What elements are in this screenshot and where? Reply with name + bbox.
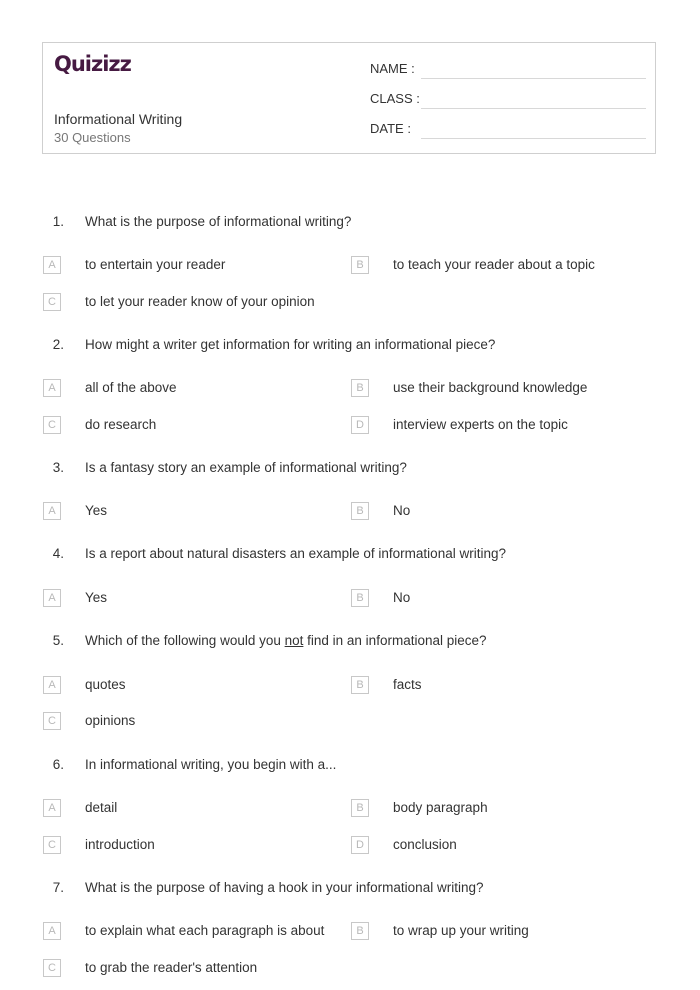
option-letter-box[interactable]: B: [351, 676, 369, 694]
option-letter-box[interactable]: B: [351, 922, 369, 940]
option-text: Yes: [85, 503, 108, 518]
question-text-start: Which of the following would you: [85, 633, 285, 648]
worksheet-header: [42, 42, 656, 154]
name-label: NAME :: [370, 61, 415, 76]
option-letter-box[interactable]: B: [351, 589, 369, 607]
option-letter-box[interactable]: C: [43, 836, 61, 854]
option-text: No: [393, 503, 411, 518]
option-text: to teach your reader about a topic: [393, 257, 595, 272]
question-text: [85, 633, 665, 648]
question-text: What is the purpose of having a hook in your informational writing?: [85, 880, 484, 895]
class-field-line[interactable]: [421, 108, 646, 109]
option-letter-box[interactable]: D: [351, 836, 369, 854]
option-letter-box[interactable]: B: [351, 379, 369, 397]
option-letter-box[interactable]: B: [351, 256, 369, 274]
option-text: detail: [85, 800, 118, 815]
option-letter-box[interactable]: A: [43, 502, 61, 520]
question-count: 30 Questions: [54, 130, 131, 145]
question-text: Is a report about natural disasters an example of informational writing?: [85, 546, 506, 561]
option-letter-box[interactable]: A: [43, 922, 61, 940]
option-text: quotes: [85, 677, 126, 692]
option-text: to let your reader know of your opinion: [85, 294, 315, 309]
date-label: DATE :: [370, 121, 411, 136]
option-text: do research: [85, 417, 157, 432]
option-letter-box[interactable]: C: [43, 959, 61, 977]
option-letter-box[interactable]: D: [351, 416, 369, 434]
option-letter-box[interactable]: A: [43, 256, 61, 274]
question-number: 1.: [52, 214, 64, 229]
option-text: introduction: [85, 837, 155, 852]
question-text-end: find in an informational piece?: [303, 633, 487, 648]
option-letter-box[interactable]: A: [43, 589, 61, 607]
quizizz-logo: Quizizz: [54, 52, 131, 76]
question-number: 6.: [52, 757, 64, 772]
question-number: 5.: [52, 633, 64, 648]
question-number: 4.: [52, 546, 64, 561]
question-text-emphasis: not: [284, 633, 304, 648]
question-number: 3.: [52, 460, 64, 475]
option-letter-box[interactable]: C: [43, 293, 61, 311]
option-text: use their background knowledge: [393, 380, 588, 395]
option-letter-box[interactable]: A: [43, 379, 61, 397]
option-letter-box[interactable]: C: [43, 416, 61, 434]
date-field-line[interactable]: [421, 138, 646, 139]
name-field-line[interactable]: [421, 78, 646, 79]
option-text: No: [393, 590, 411, 605]
option-text: opinions: [85, 713, 136, 728]
question-text: How might a writer get information for writing an informational piece?: [85, 337, 496, 352]
question-number: 2.: [52, 337, 64, 352]
question-number: 7.: [52, 880, 64, 895]
worksheet-title: Informational Writing: [54, 111, 183, 127]
option-text: facts: [393, 677, 422, 692]
option-letter-box[interactable]: B: [351, 502, 369, 520]
option-text: to wrap up your writing: [393, 923, 529, 938]
option-text: conclusion: [393, 837, 457, 852]
class-label: CLASS :: [370, 91, 420, 106]
option-text: to entertain your reader: [85, 257, 226, 272]
option-letter-box[interactable]: C: [43, 712, 61, 730]
question-text: Is a fantasy story an example of informational writing?: [85, 460, 407, 475]
option-text: all of the above: [85, 380, 177, 395]
option-text: interview experts on the topic: [393, 417, 568, 432]
option-letter-box[interactable]: B: [351, 799, 369, 817]
option-text: Yes: [85, 590, 108, 605]
option-letter-box[interactable]: A: [43, 799, 61, 817]
option-letter-box[interactable]: A: [43, 676, 61, 694]
option-text: to grab the reader's attention: [85, 960, 258, 975]
option-text: to explain what each paragraph is about: [85, 923, 325, 938]
option-text: body paragraph: [393, 800, 488, 815]
question-text: In informational writing, you begin with a...: [85, 757, 337, 772]
question-text: What is the purpose of informational writing?: [85, 214, 352, 229]
